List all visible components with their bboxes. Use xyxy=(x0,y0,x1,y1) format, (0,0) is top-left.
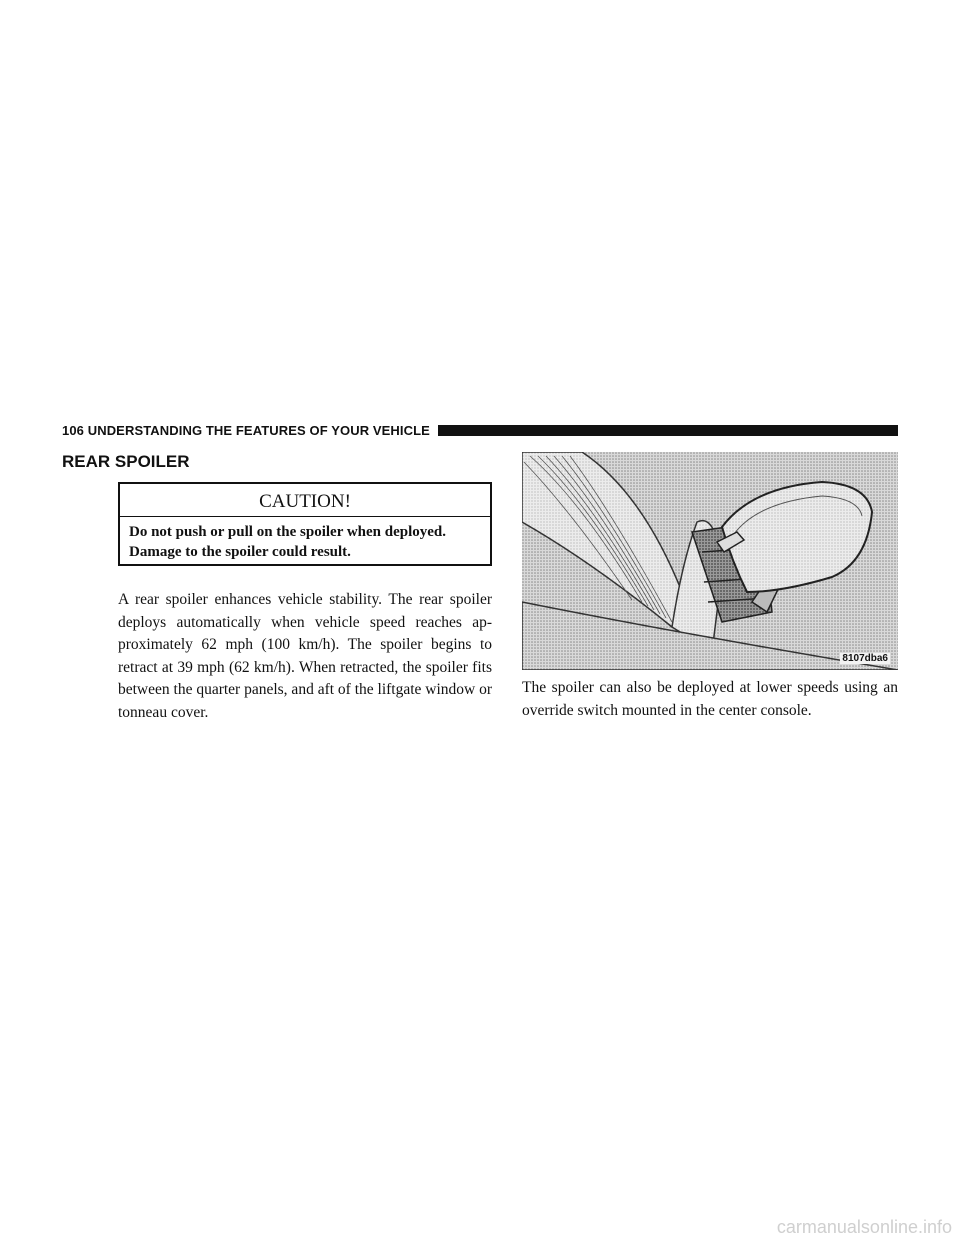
section-title: REAR SPOILER xyxy=(62,452,190,471)
running-header xyxy=(62,423,430,438)
caution-box xyxy=(118,482,492,566)
running-title: UNDERSTANDING THE FEATURES OF YOUR VEHICLE xyxy=(87,422,430,438)
spoiler-illustration xyxy=(522,452,898,670)
header-rule xyxy=(438,425,898,436)
caution-divider xyxy=(120,516,490,517)
caution-title: CAUTION! xyxy=(259,491,351,512)
page-header xyxy=(62,420,898,440)
page-number: 106 xyxy=(62,422,84,438)
spoiler-figure xyxy=(522,452,898,670)
watermark: carmanualsonline.info xyxy=(776,1217,952,1237)
figure-code: 8107dba6 xyxy=(842,653,888,664)
body-paragraph-left: A rear spoiler enhances vehicle stability. The rear spoiler deploys automatically when vehicle speed reaches ap-proximately 62 mph (100 km/h). The spoiler begins to retract at 39 mph (62 km/h). When retracted, the spoiler fits between the quarter panels, and aft of the liftgate window or tonneau cover. xyxy=(118,591,493,721)
body-paragraph-right: The spoiler can also be deployed at lower speeds using an override switch mounted in the center console. xyxy=(522,679,898,719)
caution-body: Do not push or pull on the spoiler when deployed. Damage to the spoiler could result. xyxy=(129,524,447,560)
